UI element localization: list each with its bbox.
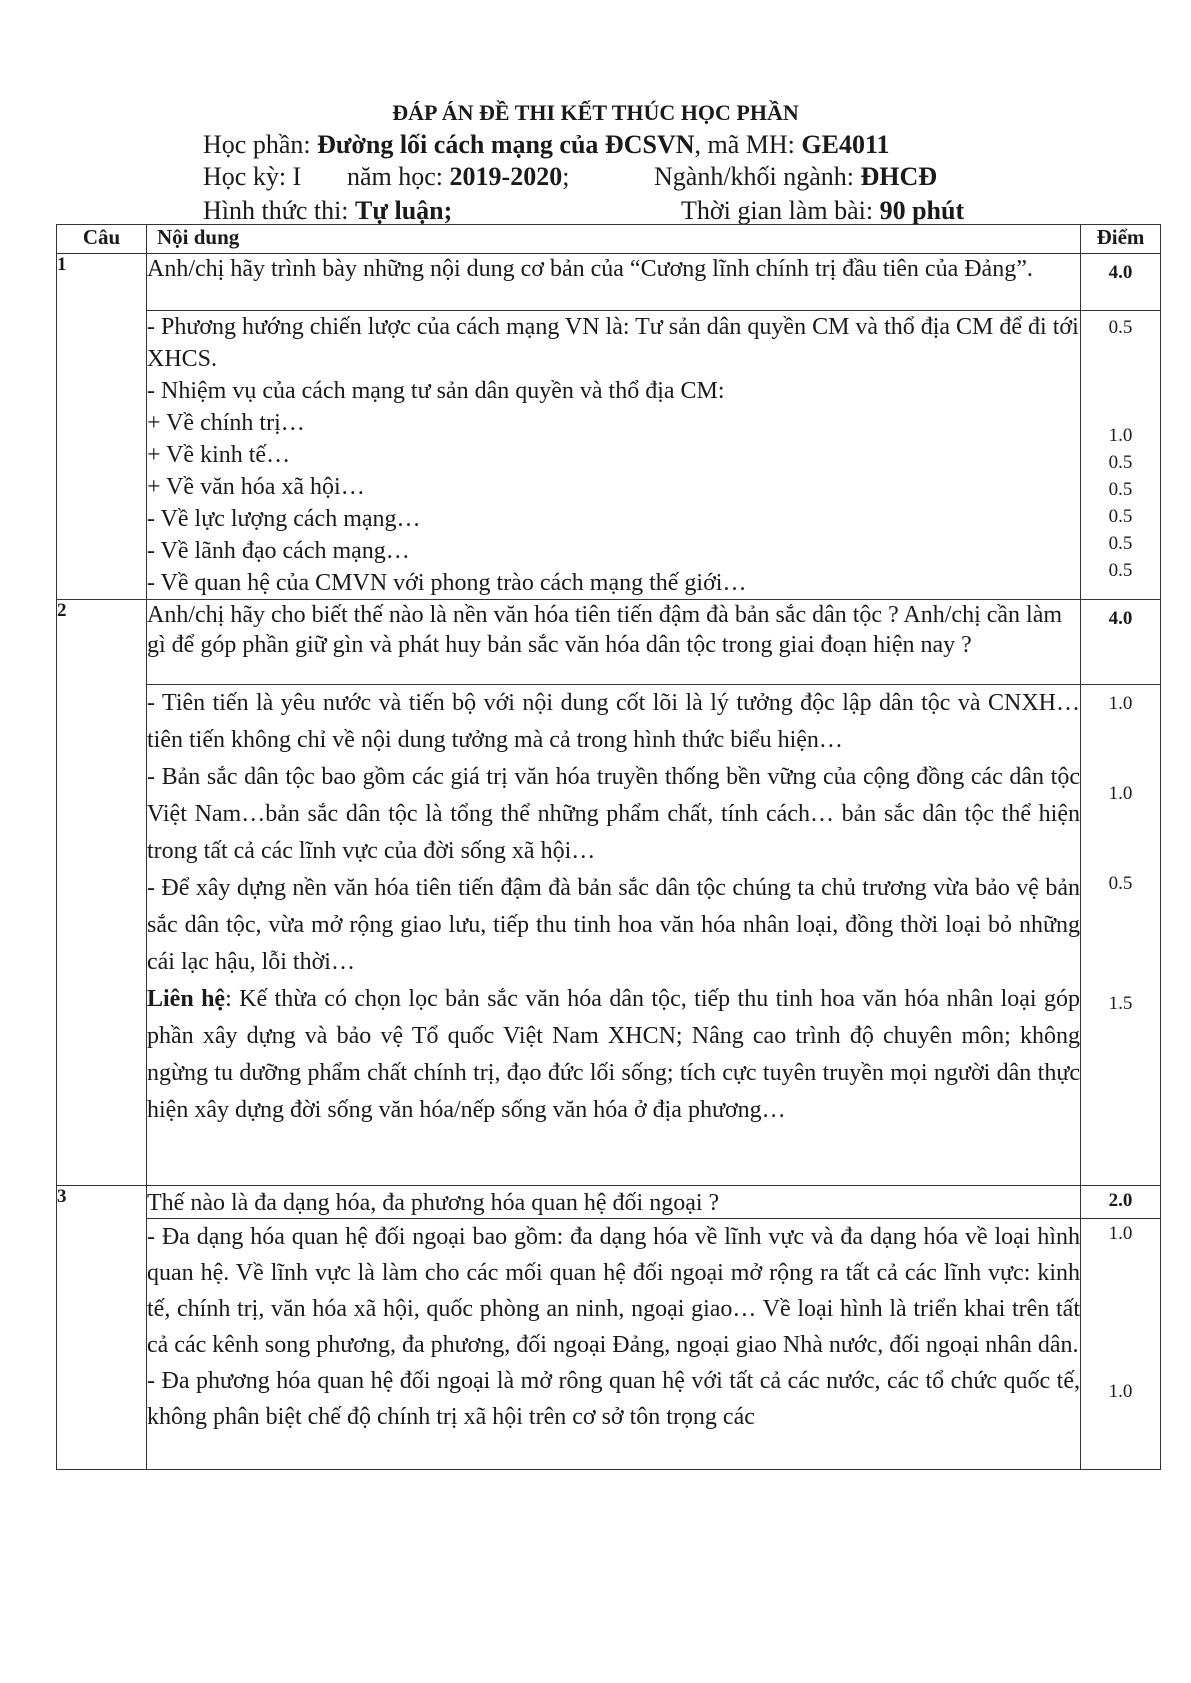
major-label: Ngành/khối ngành: bbox=[654, 162, 861, 191]
q1-line-4: + Về kinh tế… bbox=[147, 442, 291, 468]
duration-value: 90 phút bbox=[879, 196, 965, 225]
exam-form-field bbox=[203, 196, 452, 226]
header-score: Điểm bbox=[1081, 225, 1161, 254]
q1-line-8: - Về quan hệ của CMVN với phong trào cách mạng thế giới… bbox=[147, 570, 747, 596]
q1-line-2: - Nhiệm vụ của cách mạng tư sản dân quyền và thổ địa CM: bbox=[147, 378, 725, 404]
q2-point-4: 1.5 bbox=[1108, 993, 1133, 1014]
q1-points bbox=[1081, 311, 1161, 600]
course-line bbox=[203, 130, 1191, 160]
q2-link-paragraph bbox=[147, 981, 1080, 1129]
q1-point-2: 1.0 bbox=[1108, 425, 1133, 446]
exam-form-label: Hình thức thi: bbox=[203, 196, 356, 225]
q3-question-row bbox=[57, 1186, 1161, 1219]
q2-question-row bbox=[57, 600, 1161, 685]
q2-point-3: 0.5 bbox=[1108, 873, 1133, 894]
q2-link-label: Liên hệ bbox=[147, 986, 226, 1012]
q3-answer-row bbox=[57, 1219, 1161, 1470]
course-prefix: Học phần: bbox=[203, 130, 318, 159]
q2-points bbox=[1081, 685, 1161, 1186]
course-code: GE4011 bbox=[801, 130, 890, 159]
q2-answer-row bbox=[57, 685, 1161, 1186]
year-label: năm học: bbox=[347, 162, 450, 191]
q3-points bbox=[1081, 1219, 1161, 1470]
table-header-row bbox=[57, 225, 1161, 254]
year-value: 2019-2020 bbox=[449, 162, 563, 191]
q1-point-7: 0.5 bbox=[1108, 560, 1133, 581]
q1-point-3: 0.5 bbox=[1108, 452, 1133, 473]
q1-line-5: + Về văn hóa xã hội… bbox=[147, 474, 365, 500]
q1-line-7: - Về lãnh đạo cách mạng… bbox=[147, 538, 410, 564]
q3-score: 2.0 bbox=[1081, 1186, 1161, 1219]
q1-line-6: - Về lực lượng cách mạng… bbox=[147, 506, 421, 532]
q2-number: 2 bbox=[57, 600, 147, 1186]
code-prefix: , mã MH: bbox=[694, 130, 802, 159]
q1-answer-row bbox=[57, 311, 1161, 600]
q1-answer bbox=[147, 311, 1081, 600]
exam-form-value: Tự luận; bbox=[355, 196, 453, 225]
header-content: Nội dung bbox=[147, 225, 1081, 254]
q1-point-1: 0.5 bbox=[1108, 317, 1133, 338]
q1-number: 1 bbox=[57, 254, 147, 600]
q3-point-2: 1.0 bbox=[1108, 1381, 1133, 1402]
header-question: Câu bbox=[57, 225, 147, 254]
duration-label: Thời gian làm bài: bbox=[681, 196, 880, 225]
q1-line-3: + Về chính trị… bbox=[147, 410, 305, 436]
q3-point-1: 1.0 bbox=[1108, 1223, 1133, 1244]
q2-line-2: - Bản sắc dân tộc bao gồm các giá trị văn hóa truyền thống bền vững của cộng đồng các dân tộc Việt Nam…bản sắc dân tộc là tổng thể những phẩm chất, tính cách… bản sắc dân tộc thể hiện trong tất cả các lĩnh vực của đời sống xã hội… bbox=[147, 764, 1080, 864]
course-name: Đường lối cách mạng của ĐCSVN bbox=[317, 130, 695, 159]
duration-field bbox=[681, 196, 964, 226]
q1-question: Anh/chị hãy trình bày những nội dung cơ bản của “Cương lĩnh chính trị đầu tiên của Đảng”. bbox=[147, 254, 1081, 311]
q2-point-2: 1.0 bbox=[1108, 783, 1133, 804]
q2-line-3: - Để xây dựng nền văn hóa tiên tiến đậm đà bản sắc dân tộc chúng ta chủ trương vừa bảo vệ bản sắc dân tộc, vừa mở rộng giao lưu, tiếp thu tinh hoa văn hóa nhân loại, đồng thời loại bỏ những cái lạc hậu, lỗi thời… bbox=[147, 875, 1080, 975]
q1-point-6: 0.5 bbox=[1108, 533, 1133, 554]
q1-score: 4.0 bbox=[1081, 254, 1161, 311]
year-suffix: ; bbox=[562, 162, 570, 191]
q1-point-5: 0.5 bbox=[1108, 506, 1133, 527]
q3-line-2: - Đa phương hóa quan hệ đối ngoại là mở rông quan hệ với tất cả các nước, các tổ chức quốc tế, không phân biệt chế độ chính trị xã hội trên cơ sở tôn trọng các bbox=[147, 1368, 1080, 1430]
q2-question: Anh/chị hãy cho biết thế nào là nền văn hóa tiên tiến đậm đà bản sắc dân tộc ? Anh/chị cần làm gì để góp phần giữ gìn và phát huy bản sắc văn hóa dân tộc trong giai đoạn hiện nay ? bbox=[147, 600, 1081, 685]
semester-label: Học kỳ: I bbox=[203, 162, 302, 191]
year-field bbox=[347, 162, 569, 192]
q2-line-1: - Tiên tiến là yêu nước và tiến bộ với nội dung cốt lõi là lý tưởng độc lập dân tộc và CNXH… tiên tiến không chỉ về nội dung tưởng mà cả trong hình thức biểu hiện… bbox=[147, 690, 1080, 753]
q1-point-4: 0.5 bbox=[1108, 479, 1133, 500]
q2-point-1: 1.0 bbox=[1108, 693, 1133, 714]
major-field bbox=[654, 162, 937, 192]
q2-answer bbox=[147, 685, 1081, 1186]
major-value: ĐHCĐ bbox=[860, 162, 938, 191]
q3-question: Thế nào là đa dạng hóa, đa phương hóa quan hệ đối ngoại ? bbox=[147, 1186, 1081, 1219]
q3-answer bbox=[147, 1219, 1081, 1470]
document-title: ĐÁP ÁN ĐỀ THI KẾT THÚC HỌC PHẦN bbox=[392, 100, 799, 125]
answer-table bbox=[56, 224, 1161, 1470]
q3-number: 3 bbox=[57, 1186, 147, 1470]
q3-line-1: - Đa dạng hóa quan hệ đối ngoại bao gồm: đa dạng hóa về lĩnh vực và đa dạng hóa về loại hình quan hệ. Về lĩnh vực là làm cho các mối quan hệ đối ngoại mở rộng ra tất cả các lĩnh vực: kinh tế, chính trị, văn hóa xã hội, quốc phòng an ninh, ngoại giao… Về loại hình là triển khai trên tất cả các kênh song phương, đa phương, đối ngoại Đảng, ngoại giao Nhà nước, đối ngoại nhân dân. bbox=[147, 1224, 1080, 1358]
q2-link-text: : Kế thừa có chọn lọc bản sắc văn hóa dân tộc, tiếp thu tinh hoa văn hóa nhân loại góp phần xây dựng và bảo vệ Tổ quốc Việt Nam XHCN; Nâng cao trình độ chuyên môn; không ngừng tu dưỡng phẩm chất chính trị, đạo đức lối sống; tích cực tuyên truyền mọi người dân thực hiện xây dựng đời sống văn hóa/nếp sống văn hóa ở địa phương… bbox=[147, 986, 1080, 1123]
q1-question-row bbox=[57, 254, 1161, 311]
q1-line-1: - Phương hướng chiến lược của cách mạng VN là: Tư sản dân quyền CM và thổ địa CM để đi tới XHCS. bbox=[147, 314, 1079, 372]
q2-score: 4.0 bbox=[1081, 600, 1161, 685]
